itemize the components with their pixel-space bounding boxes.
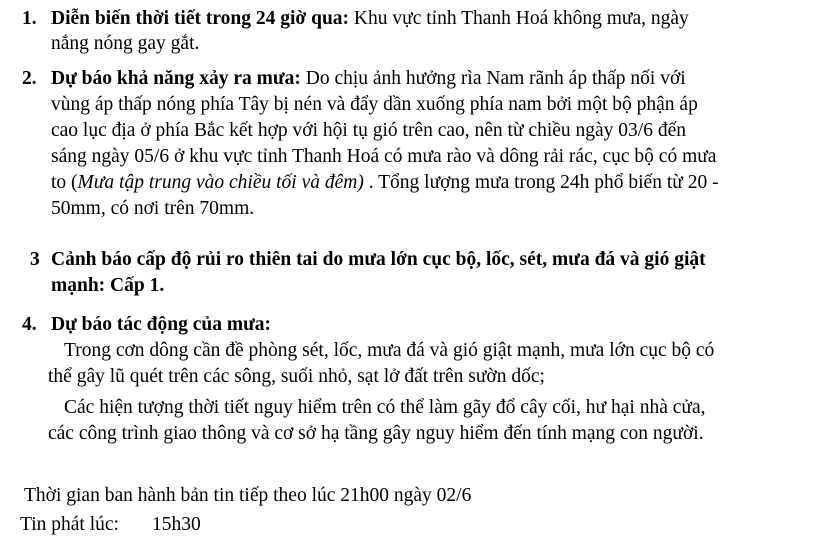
section-2-line-5-pre: to ( [51,172,78,193]
section-4-para-2-line-2: các công trình giao thông và cơ sở hạ tầng gây nguy hiểm đến tính mạng con người. [48,423,704,444]
section-2-italic-note: Mưa tập trung vào chiều tối và đêm) [77,172,364,193]
section-4-para-2-line-1: Các hiện tượng thời tiết nguy hiểm trên có thể làm gãy đổ cây cối, hư hại nhà cửa, [64,397,706,418]
section-1-line-2: nắng nóng gay gắt. [51,33,200,54]
section-1-number: 1. [22,8,37,29]
section-2-number: 2. [22,68,37,89]
section-2-text: Do chịu ảnh hưởng rìa Nam rãnh áp thấp nối với [300,68,686,89]
section-2-line-2: vùng áp thấp nóng phía Tây bị nén và đẩy dần xuống phía nam bởi một bộ phận áp [51,94,698,115]
issued-label: Tin phát lúc: [20,514,119,535]
section-2-line-5-post: . Tổng lượng mưa trong 24h phổ biến từ 20 - [363,172,719,193]
issued-time: 15h30 [151,514,201,535]
section-1-line-1 [51,6,689,31]
section-4-para-1-line-2: thể gây lũ quét trên các sông, suối nhỏ, sạt lở đất trên sườn dốc; [48,366,545,387]
section-3-heading-line-2: mạnh: Cấp 1. [51,275,165,296]
section-2-line-5 [51,170,719,195]
section-2-line-4: sáng ngày 05/6 ở khu vực tỉnh Thanh Hoá có mưa rào và dông rải rác, cục bộ có mưa [51,146,717,167]
section-4-heading: Dự báo tác động của mưa: [51,314,272,335]
issued-time-row [20,512,201,537]
section-2-line-6: 50mm, có nơi trên 70mm. [51,198,255,219]
section-4-para-1-line-1: Trong cơn dông cần đề phòng sét, lốc, mưa đá và gió giật mạnh, mưa lớn cục bộ có [64,340,715,361]
section-2-line-3: cao lục địa ở phía Bắc kết hợp với hội tụ gió trên cao, nên từ chiều ngày 03/6 đến [51,120,686,141]
section-3-heading-line-1: Cảnh báo cấp độ rủi ro thiên tai do mưa lớn cục bộ, lốc, sét, mưa đá và gió giật [51,249,706,270]
section-1-text: Khu vực tỉnh Thanh Hoá không mưa, ngày [349,8,689,29]
section-2-heading: Dự báo khả năng xảy ra mưa: [51,68,301,89]
section-4-number: 4. [22,314,37,335]
section-2-line-1 [51,66,686,91]
section-3-number: 3 [30,249,40,270]
next-bulletin-notice: Thời gian ban hành bản tin tiếp theo lúc 21h00 ngày 02/6 [24,485,472,506]
section-1-heading: Diễn biến thời tiết trong 24 giờ qua: [51,8,350,29]
